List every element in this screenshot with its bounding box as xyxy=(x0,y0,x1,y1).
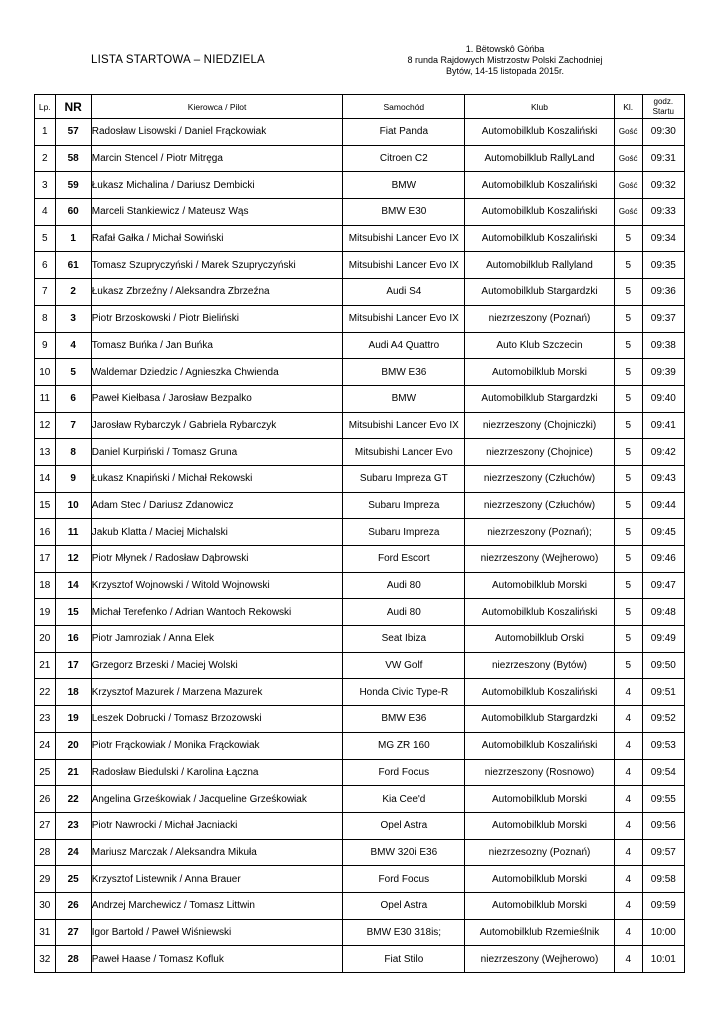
cell-lp: 5 xyxy=(35,225,56,252)
cell-crew: Piotr Brzoskowski / Piotr Bieliński xyxy=(91,305,343,332)
cell-club: niezrzesozny (Poznań) xyxy=(465,839,615,866)
table-row xyxy=(35,465,685,492)
cell-crew: Piotr Jamroziak / Anna Elek xyxy=(91,626,343,653)
table-row xyxy=(35,305,685,332)
cell-crew: Adam Stec / Dariusz Zdanowicz xyxy=(91,492,343,519)
cell-club: Automobilklub Orski xyxy=(465,626,615,653)
cell-nr: 4 xyxy=(55,332,91,359)
cell-lp: 25 xyxy=(35,759,56,786)
cell-club: Automobilklub Koszaliński xyxy=(465,679,615,706)
cell-lp: 12 xyxy=(35,412,56,439)
cell-club: Automobilklub Morski xyxy=(465,892,615,919)
start-list-table xyxy=(34,94,685,973)
cell-start-time: 09:59 xyxy=(642,892,684,919)
table-row xyxy=(35,172,685,199)
cell-lp: 14 xyxy=(35,465,56,492)
table-row xyxy=(35,706,685,733)
cell-crew: Piotr Młynek / Radosław Dąbrowski xyxy=(91,546,343,573)
cell-class: 5 xyxy=(614,652,642,679)
event-info xyxy=(370,44,640,77)
cell-crew: Leszek Dobrucki / Tomasz Brzozowski xyxy=(91,706,343,733)
table-row xyxy=(35,919,685,946)
cell-car: Citroen C2 xyxy=(343,145,465,172)
cell-nr: 27 xyxy=(55,919,91,946)
cell-lp: 9 xyxy=(35,332,56,359)
cell-lp: 13 xyxy=(35,439,56,466)
cell-nr: 5 xyxy=(55,359,91,386)
cell-car: Ford Focus xyxy=(343,866,465,893)
cell-class: 4 xyxy=(614,866,642,893)
table-row xyxy=(35,519,685,546)
cell-class: 5 xyxy=(614,439,642,466)
cell-club: Automobilklub Stargardzki xyxy=(465,706,615,733)
cell-car: VW Golf xyxy=(343,652,465,679)
cell-start-time: 09:38 xyxy=(642,332,684,359)
cell-class: 4 xyxy=(614,732,642,759)
table-row xyxy=(35,439,685,466)
cell-class: Gość xyxy=(614,145,642,172)
table-row xyxy=(35,412,685,439)
cell-start-time: 09:32 xyxy=(642,172,684,199)
cell-start-time: 09:53 xyxy=(642,732,684,759)
cell-car: Subaru Impreza xyxy=(343,519,465,546)
cell-car: Mitsubishi Lancer Evo IX xyxy=(343,305,465,332)
cell-start-time: 09:50 xyxy=(642,652,684,679)
cell-club: Automobilklub RallyLand xyxy=(465,145,615,172)
table-row xyxy=(35,546,685,573)
cell-class: 5 xyxy=(614,465,642,492)
cell-class: 4 xyxy=(614,892,642,919)
cell-nr: 6 xyxy=(55,385,91,412)
table-row xyxy=(35,252,685,279)
cell-club: niezrzeszony (Człuchów) xyxy=(465,465,615,492)
cell-class: 5 xyxy=(614,519,642,546)
table-row xyxy=(35,492,685,519)
cell-lp: 30 xyxy=(35,892,56,919)
cell-car: Subaru Impreza xyxy=(343,492,465,519)
cell-crew: Michał Terefenko / Adrian Wantoch Rekowski xyxy=(91,599,343,626)
cell-nr: 12 xyxy=(55,546,91,573)
cell-crew: Piotr Frąckowiak / Monika Frąckowiak xyxy=(91,732,343,759)
cell-car: Subaru Impreza GT xyxy=(343,465,465,492)
cell-club: Automobilklub Stargardzki xyxy=(465,385,615,412)
cell-class: 5 xyxy=(614,546,642,573)
cell-lp: 22 xyxy=(35,679,56,706)
cell-club: niezrzeszony (Poznań); xyxy=(465,519,615,546)
cell-club: Automobilklub Stargardzki xyxy=(465,279,615,306)
cell-start-time: 09:49 xyxy=(642,626,684,653)
cell-car: Audi S4 xyxy=(343,279,465,306)
cell-crew: Łukasz Michalina / Dariusz Dembicki xyxy=(91,172,343,199)
table-row xyxy=(35,385,685,412)
cell-car: BMW 320i E36 xyxy=(343,839,465,866)
event-round: 8 runda Rajdowych Mistrzostw Polski Zachodniej xyxy=(407,55,603,65)
cell-nr: 26 xyxy=(55,892,91,919)
table-row xyxy=(35,119,685,146)
cell-lp: 24 xyxy=(35,732,56,759)
cell-club: Automobilklub Koszaliński xyxy=(465,199,615,226)
col-header-start-time-line1: godz. xyxy=(653,97,674,106)
cell-crew: Marcin Stencel / Piotr Mitręga xyxy=(91,145,343,172)
cell-lp: 1 xyxy=(35,119,56,146)
cell-nr: 60 xyxy=(55,199,91,226)
cell-crew: Jakub Klatta / Maciej Michalski xyxy=(91,519,343,546)
cell-start-time: 09:31 xyxy=(642,145,684,172)
cell-start-time: 09:52 xyxy=(642,706,684,733)
cell-nr: 57 xyxy=(55,119,91,146)
table-row xyxy=(35,572,685,599)
cell-nr: 17 xyxy=(55,652,91,679)
cell-car: Seat Ibiza xyxy=(343,626,465,653)
cell-nr: 59 xyxy=(55,172,91,199)
cell-lp: 10 xyxy=(35,359,56,386)
cell-class: 4 xyxy=(614,759,642,786)
cell-nr: 15 xyxy=(55,599,91,626)
cell-start-time: 09:41 xyxy=(642,412,684,439)
table-row xyxy=(35,732,685,759)
page-title: LISTA STARTOWA – NIEDZIELA xyxy=(91,54,265,66)
cell-class: 4 xyxy=(614,706,642,733)
cell-class: 5 xyxy=(614,252,642,279)
cell-start-time: 09:45 xyxy=(642,519,684,546)
cell-club: Auto Klub Szczecin xyxy=(465,332,615,359)
cell-crew: Paweł Haase / Tomasz Kofluk xyxy=(91,946,343,973)
cell-class: 5 xyxy=(614,332,642,359)
table-row xyxy=(35,359,685,386)
cell-club: niezrzeszony (Wejherowo) xyxy=(465,946,615,973)
cell-nr: 20 xyxy=(55,732,91,759)
cell-club: niezrzeszony (Rosnowo) xyxy=(465,759,615,786)
cell-car: BMW E36 xyxy=(343,359,465,386)
cell-crew: Daniel Kurpiński / Tomasz Gruna xyxy=(91,439,343,466)
cell-nr: 23 xyxy=(55,812,91,839)
table-row xyxy=(35,866,685,893)
cell-crew: Łukasz Knapiński / Michał Rekowski xyxy=(91,465,343,492)
cell-car: Mitsubishi Lancer Evo xyxy=(343,439,465,466)
cell-car: Fiat Panda xyxy=(343,119,465,146)
cell-car: BMW xyxy=(343,385,465,412)
cell-class: 5 xyxy=(614,599,642,626)
cell-start-time: 09:43 xyxy=(642,465,684,492)
cell-start-time: 09:46 xyxy=(642,546,684,573)
cell-class: 5 xyxy=(614,305,642,332)
cell-class: 4 xyxy=(614,679,642,706)
cell-nr: 61 xyxy=(55,252,91,279)
cell-class: 5 xyxy=(614,492,642,519)
table-row xyxy=(35,786,685,813)
cell-car: Mitsubishi Lancer Evo IX xyxy=(343,412,465,439)
cell-class: 5 xyxy=(614,359,642,386)
cell-crew: Angelina Grześkowiak / Jacqueline Grześkowiak xyxy=(91,786,343,813)
col-header-start-time-line2: Startu xyxy=(652,106,674,116)
cell-nr: 16 xyxy=(55,626,91,653)
cell-lp: 28 xyxy=(35,839,56,866)
cell-class: 4 xyxy=(614,839,642,866)
cell-crew: Jarosław Rybarczyk / Gabriela Rybarczyk xyxy=(91,412,343,439)
cell-club: niezrzeszony (Poznań) xyxy=(465,305,615,332)
cell-lp: 7 xyxy=(35,279,56,306)
cell-start-time: 09:30 xyxy=(642,119,684,146)
cell-crew: Krzysztof Mazurek / Marzena Mazurek xyxy=(91,679,343,706)
cell-start-time: 10:01 xyxy=(642,946,684,973)
cell-lp: 32 xyxy=(35,946,56,973)
cell-crew: Marceli Stankiewicz / Mateusz Wąs xyxy=(91,199,343,226)
cell-nr: 58 xyxy=(55,145,91,172)
col-header-car: Samochód xyxy=(343,95,465,119)
table-row xyxy=(35,145,685,172)
cell-crew: Mariusz Marczak / Aleksandra Mikuła xyxy=(91,839,343,866)
cell-nr: 10 xyxy=(55,492,91,519)
cell-car: Opel Astra xyxy=(343,812,465,839)
cell-crew: Radosław Lisowski / Daniel Frąckowiak xyxy=(91,119,343,146)
cell-crew: Rafał Gałka / Michał Sowiński xyxy=(91,225,343,252)
cell-car: Ford Focus xyxy=(343,759,465,786)
cell-nr: 2 xyxy=(55,279,91,306)
cell-class: Gość xyxy=(614,119,642,146)
cell-start-time: 10:00 xyxy=(642,919,684,946)
cell-club: Automobilklub Morski xyxy=(465,359,615,386)
cell-crew: Piotr Nawrocki / Michał Jacniacki xyxy=(91,812,343,839)
cell-nr: 3 xyxy=(55,305,91,332)
col-header-lp: Lp. xyxy=(35,95,56,119)
cell-crew: Igor Bartołd / Paweł Wiśniewski xyxy=(91,919,343,946)
cell-start-time: 09:48 xyxy=(642,599,684,626)
cell-lp: 3 xyxy=(35,172,56,199)
cell-club: Automobilklub Koszaliński xyxy=(465,119,615,146)
cell-crew: Grzegorz Brzeski / Maciej Wolski xyxy=(91,652,343,679)
cell-start-time: 09:55 xyxy=(642,786,684,813)
cell-start-time: 09:33 xyxy=(642,199,684,226)
table-row xyxy=(35,279,685,306)
event-date: Bytów, 14-15 listopada 2015r. xyxy=(445,66,565,76)
cell-start-time: 09:44 xyxy=(642,492,684,519)
cell-lp: 26 xyxy=(35,786,56,813)
cell-club: niezrzeszony (Chojnice) xyxy=(465,439,615,466)
cell-lp: 27 xyxy=(35,812,56,839)
cell-club: niezrzeszony (Człuchów) xyxy=(465,492,615,519)
cell-class: Gość xyxy=(614,199,642,226)
table-row xyxy=(35,599,685,626)
cell-class: 5 xyxy=(614,385,642,412)
cell-car: MG ZR 160 xyxy=(343,732,465,759)
cell-class: 4 xyxy=(614,812,642,839)
cell-start-time: 09:39 xyxy=(642,359,684,386)
table-row xyxy=(35,199,685,226)
cell-start-time: 09:54 xyxy=(642,759,684,786)
cell-nr: 8 xyxy=(55,439,91,466)
cell-club: Automobilklub Rzemieślnik xyxy=(465,919,615,946)
table-row xyxy=(35,332,685,359)
cell-nr: 21 xyxy=(55,759,91,786)
cell-car: BMW E30 xyxy=(343,199,465,226)
cell-crew: Radosław Biedulski / Karolina Łączna xyxy=(91,759,343,786)
cell-crew: Tomasz Szupryczyński / Marek Szupryczyński xyxy=(91,252,343,279)
cell-lp: 21 xyxy=(35,652,56,679)
cell-lp: 6 xyxy=(35,252,56,279)
cell-club: Automobilklub Koszaliński xyxy=(465,172,615,199)
col-header-nr: NR xyxy=(55,95,91,119)
cell-crew: Paweł Kiełbasa / Jarosław Bezpalko xyxy=(91,385,343,412)
col-header-start-time xyxy=(642,95,684,119)
col-header-class: Kl. xyxy=(614,95,642,119)
cell-class: Gość xyxy=(614,172,642,199)
table-row xyxy=(35,679,685,706)
cell-start-time: 09:36 xyxy=(642,279,684,306)
cell-club: Automobilklub Morski xyxy=(465,866,615,893)
cell-nr: 14 xyxy=(55,572,91,599)
cell-car: Audi A4 Quattro xyxy=(343,332,465,359)
cell-class: 5 xyxy=(614,626,642,653)
cell-crew: Łukasz Zbrzeźny / Aleksandra Zbrzeźna xyxy=(91,279,343,306)
cell-club: Automobilklub Morski xyxy=(465,812,615,839)
cell-car: Kia Cee'd xyxy=(343,786,465,813)
cell-car: BMW E30 318is; xyxy=(343,919,465,946)
cell-lp: 2 xyxy=(35,145,56,172)
table-row xyxy=(35,892,685,919)
cell-start-time: 09:56 xyxy=(642,812,684,839)
cell-lp: 31 xyxy=(35,919,56,946)
cell-start-time: 09:42 xyxy=(642,439,684,466)
cell-car: BMW E36 xyxy=(343,706,465,733)
cell-car: Fiat Stilo xyxy=(343,946,465,973)
table-row xyxy=(35,759,685,786)
cell-lp: 4 xyxy=(35,199,56,226)
cell-club: Automobilklub Morski xyxy=(465,572,615,599)
cell-club: Automobilklub Koszaliński xyxy=(465,732,615,759)
cell-nr: 28 xyxy=(55,946,91,973)
cell-club: Automobilklub Koszaliński xyxy=(465,225,615,252)
cell-class: 4 xyxy=(614,919,642,946)
cell-lp: 16 xyxy=(35,519,56,546)
cell-club: Automobilklub Morski xyxy=(465,786,615,813)
cell-crew: Waldemar Dziedzic / Agnieszka Chwienda xyxy=(91,359,343,386)
cell-lp: 11 xyxy=(35,385,56,412)
cell-start-time: 09:47 xyxy=(642,572,684,599)
cell-car: Audi 80 xyxy=(343,599,465,626)
cell-class: 4 xyxy=(614,946,642,973)
cell-lp: 19 xyxy=(35,599,56,626)
table-row xyxy=(35,812,685,839)
cell-start-time: 09:37 xyxy=(642,305,684,332)
cell-lp: 20 xyxy=(35,626,56,653)
cell-lp: 23 xyxy=(35,706,56,733)
table-row xyxy=(35,225,685,252)
table-header-row xyxy=(35,95,685,119)
cell-start-time: 09:51 xyxy=(642,679,684,706)
cell-nr: 22 xyxy=(55,786,91,813)
cell-class: 4 xyxy=(614,786,642,813)
cell-club: Automobilklub Koszaliński xyxy=(465,599,615,626)
cell-nr: 9 xyxy=(55,465,91,492)
cell-start-time: 09:58 xyxy=(642,866,684,893)
cell-class: 5 xyxy=(614,279,642,306)
cell-start-time: 09:40 xyxy=(642,385,684,412)
cell-nr: 18 xyxy=(55,679,91,706)
cell-lp: 15 xyxy=(35,492,56,519)
cell-car: Audi 80 xyxy=(343,572,465,599)
cell-club: niezrzeszony (Bytów) xyxy=(465,652,615,679)
cell-nr: 11 xyxy=(55,519,91,546)
cell-lp: 18 xyxy=(35,572,56,599)
cell-crew: Krzysztof Wojnowski / Witold Wojnowski xyxy=(91,572,343,599)
cell-class: 5 xyxy=(614,225,642,252)
cell-car: Ford Escort xyxy=(343,546,465,573)
table-row xyxy=(35,839,685,866)
table-row xyxy=(35,652,685,679)
cell-car: Opel Astra xyxy=(343,892,465,919)
cell-nr: 25 xyxy=(55,866,91,893)
cell-car: Mitsubishi Lancer Evo IX xyxy=(343,225,465,252)
cell-lp: 17 xyxy=(35,546,56,573)
cell-start-time: 09:34 xyxy=(642,225,684,252)
cell-nr: 7 xyxy=(55,412,91,439)
table-row xyxy=(35,626,685,653)
cell-crew: Krzysztof Listewnik / Anna Brauer xyxy=(91,866,343,893)
cell-start-time: 09:57 xyxy=(642,839,684,866)
cell-club: Automobilklub Rallyland xyxy=(465,252,615,279)
cell-nr: 1 xyxy=(55,225,91,252)
cell-start-time: 09:35 xyxy=(642,252,684,279)
col-header-club: Klub xyxy=(465,95,615,119)
cell-class: 5 xyxy=(614,572,642,599)
cell-nr: 24 xyxy=(55,839,91,866)
cell-car: Mitsubishi Lancer Evo IX xyxy=(343,252,465,279)
cell-class: 5 xyxy=(614,412,642,439)
cell-crew: Andrzej Marchewicz / Tomasz Littwin xyxy=(91,892,343,919)
cell-lp: 29 xyxy=(35,866,56,893)
col-header-crew: Kierowca / Pilot xyxy=(91,95,343,119)
cell-nr: 19 xyxy=(55,706,91,733)
cell-lp: 8 xyxy=(35,305,56,332)
cell-car: Honda Civic Type-R xyxy=(343,679,465,706)
cell-car: BMW xyxy=(343,172,465,199)
cell-club: niezrzeszony (Chojniczki) xyxy=(465,412,615,439)
table-row xyxy=(35,946,685,973)
cell-crew: Tomasz Buńka / Jan Buńka xyxy=(91,332,343,359)
cell-club: niezrzeszony (Wejherowo) xyxy=(465,546,615,573)
event-name: 1. Bëtowskô Gòńba xyxy=(465,44,545,54)
